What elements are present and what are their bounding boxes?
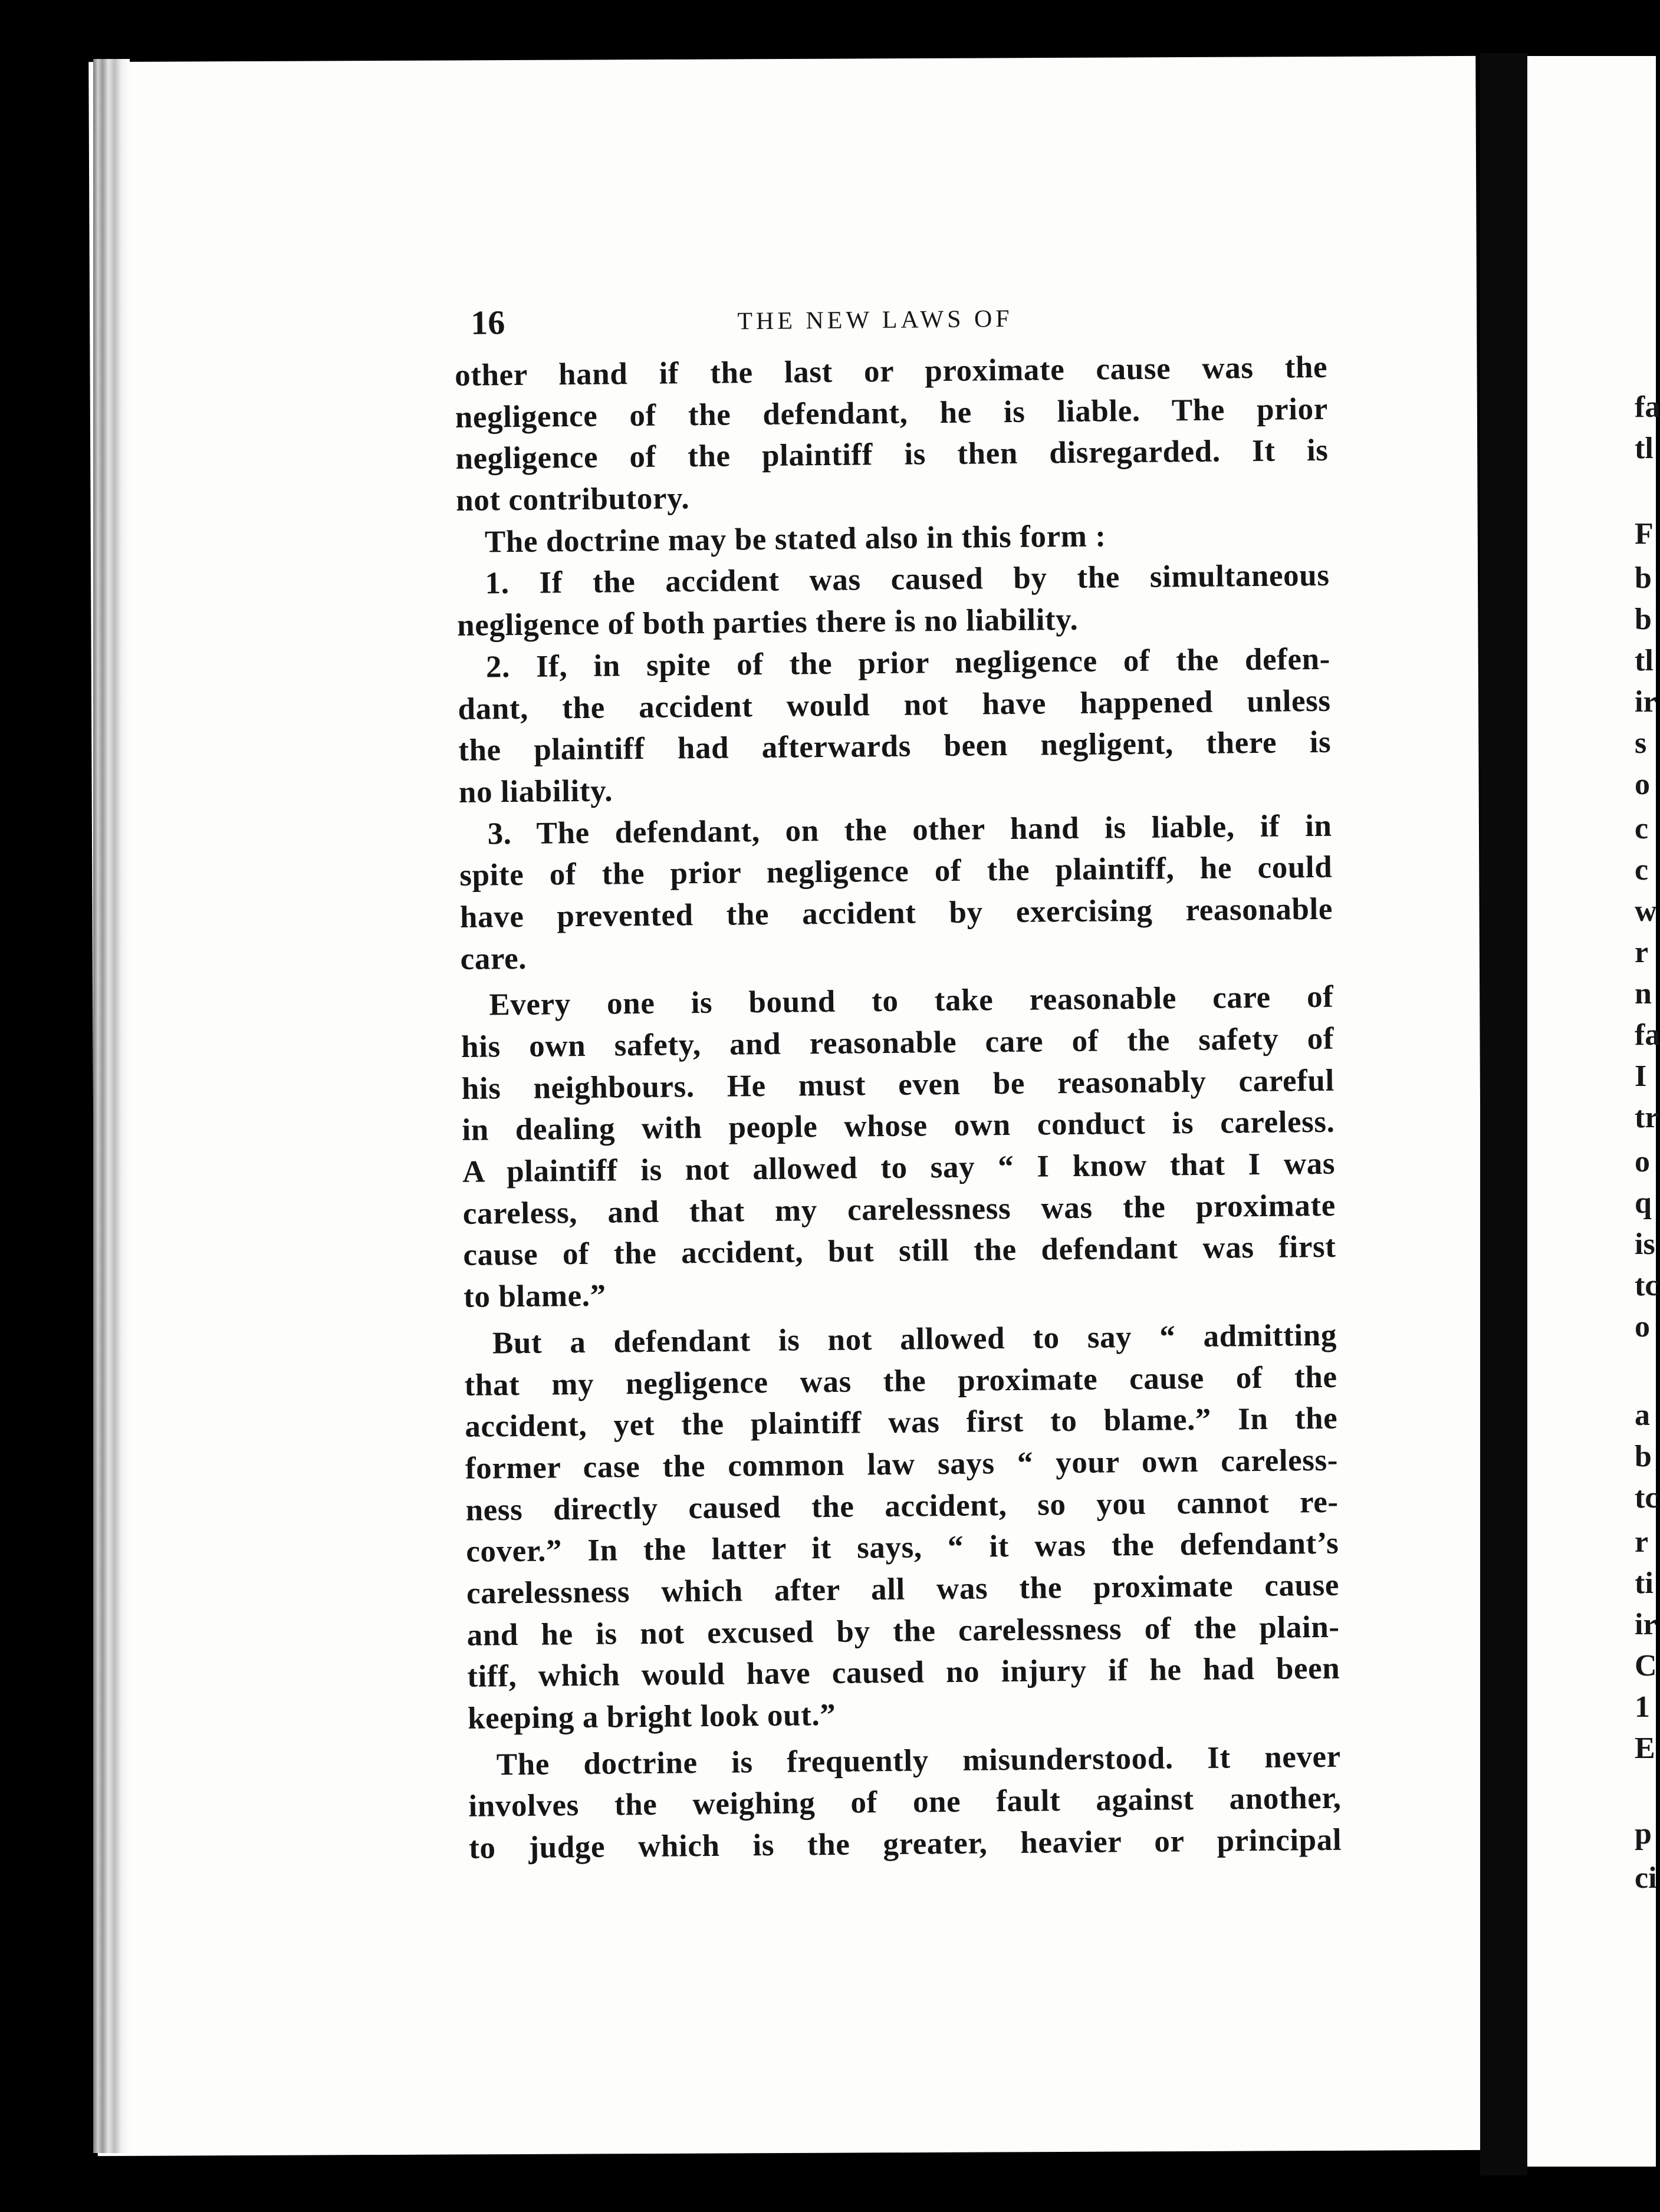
text-line: 1. If the accident was caused by the simultaneous [485, 558, 1330, 601]
facing-page-fragment: r [1635, 1525, 1649, 1559]
facing-page-fragment: b [1635, 603, 1652, 636]
text-line: negligence of both parties there is no liability. [456, 602, 1079, 643]
text-line: his neighbours. He must even be reasonably careful [461, 1063, 1335, 1106]
text-line: accident, yet the plaintiff was first to blame.” In the [465, 1401, 1338, 1444]
page-number: 16 [471, 303, 505, 342]
facing-page-fragment: b [1635, 561, 1652, 595]
text-line: spite of the prior negligence of the plaintiff, he could [459, 850, 1333, 893]
text-line: to judge which is the greater, heavier or principal [468, 1822, 1342, 1865]
text-line: keeping a bright look out.” [467, 1697, 836, 1736]
text-line: dant, the accident would not have happened unless [458, 683, 1331, 726]
text-line: in dealing with people whose own conduct is careless. [462, 1105, 1335, 1148]
facing-page-fragment: c [1635, 853, 1649, 887]
facing-page-fragment: E [1635, 1732, 1655, 1765]
facing-page-fragment: ci [1635, 1861, 1657, 1895]
facing-page-fragment: ti [1635, 1566, 1654, 1600]
facing-page-fragment: o [1635, 768, 1650, 801]
text-line: tiff, which would have caused no injury if he had been [467, 1651, 1340, 1694]
facing-page-fragment: b [1635, 1440, 1652, 1473]
text-line: and he is not excused by the carelessness of the plain- [466, 1609, 1340, 1653]
text-line: ness directly caused the accident, so you cannot re- [465, 1484, 1339, 1528]
text-line: to blame.” [463, 1278, 607, 1315]
text-line: other hand if the last or proximate cause was the [454, 350, 1328, 393]
page-gutter-edge [93, 59, 130, 2153]
facing-page-fragment: o [1635, 1145, 1650, 1179]
text-line: not contributory. [455, 481, 690, 518]
facing-page-fragment: r [1635, 936, 1649, 969]
facing-page-fragment: tl [1635, 644, 1654, 677]
facing-page-fragment: ir [1635, 685, 1657, 719]
facing-page-fragment: tl [1635, 432, 1654, 465]
text-line: The doctrine is frequently misunderstood. It never [496, 1739, 1342, 1782]
facing-page-fragment: o [1635, 1310, 1650, 1344]
text-line: care. [460, 941, 527, 976]
facing-page-fragment: c [1635, 812, 1649, 845]
text-line: negligence of the plaintiff is then disregarded. It is [455, 433, 1329, 476]
text-line: former case the common law says “ your own careless- [465, 1443, 1339, 1486]
facing-page-fragment: tc [1635, 1269, 1659, 1302]
text-line: A plaintiff is not allowed to say “ I know that I was [462, 1146, 1336, 1189]
facing-page-fragment: fa [1635, 1018, 1660, 1052]
text-line: that my negligence was the proximate cause of the [464, 1360, 1337, 1403]
page-text [454, 293, 1365, 1869]
text-line: Every one is bound to take reasonable care of [489, 980, 1334, 1022]
text-line: 3. The defendant, on the other hand is liable, if in [487, 808, 1332, 851]
facing-page-fragment: I [1635, 1059, 1647, 1093]
text-line: carelessness which after all was the proximate cause [466, 1568, 1340, 1611]
text-line: The doctrine may be stated also in this form : [484, 519, 1106, 559]
facing-page-fragment: 1 [1635, 1690, 1650, 1724]
facing-page-fragment: tc [1635, 1481, 1659, 1515]
facing-page-fragment: p [1635, 1817, 1652, 1851]
facing-page-fragment: fa [1635, 390, 1660, 424]
facing-page-fragment: q [1635, 1186, 1652, 1220]
text-line: careless, and that my carelessness was the proximate [462, 1188, 1336, 1231]
text-line: cause of the accident, but still the defendant was first [463, 1230, 1336, 1273]
text-line: 2. If, in spite of the prior negligence of the defen- [485, 641, 1331, 684]
text-line: negligence of the defendant, he is liable. The prior [455, 391, 1329, 434]
facing-page-fragment: w [1635, 894, 1657, 928]
facing-page-fragment: a [1635, 1398, 1650, 1432]
running-title: THE NEW LAWS OF [737, 305, 1013, 335]
book-spine-shadow [1480, 53, 1527, 2175]
facing-page-fragment: C [1635, 1649, 1657, 1683]
text-line: cover.” In the latter it says, “ it was the defendant’s [466, 1526, 1339, 1569]
facing-page-fragment: n [1635, 977, 1652, 1010]
facing-page-fragment: s [1635, 726, 1647, 760]
text-line: no liability. [458, 773, 613, 809]
facing-page-fragment: ir [1635, 1608, 1657, 1641]
facing-page-fragment: is [1635, 1227, 1655, 1261]
text-line: have prevented the accident by exercising reasonable [459, 891, 1333, 934]
facing-page-fragment: tr [1635, 1101, 1659, 1134]
text-line: But a defendant is not allowed to say “ admitting [492, 1318, 1337, 1361]
text-line: his own safety, and reasonable care of the safety of [461, 1021, 1334, 1064]
text-line: the plaintiff had afterwards been negligent, there is [458, 725, 1332, 768]
running-head [454, 293, 1351, 355]
facing-page-fragment: F [1635, 517, 1654, 551]
text-line: involves the weighing of one fault against another, [468, 1781, 1342, 1824]
